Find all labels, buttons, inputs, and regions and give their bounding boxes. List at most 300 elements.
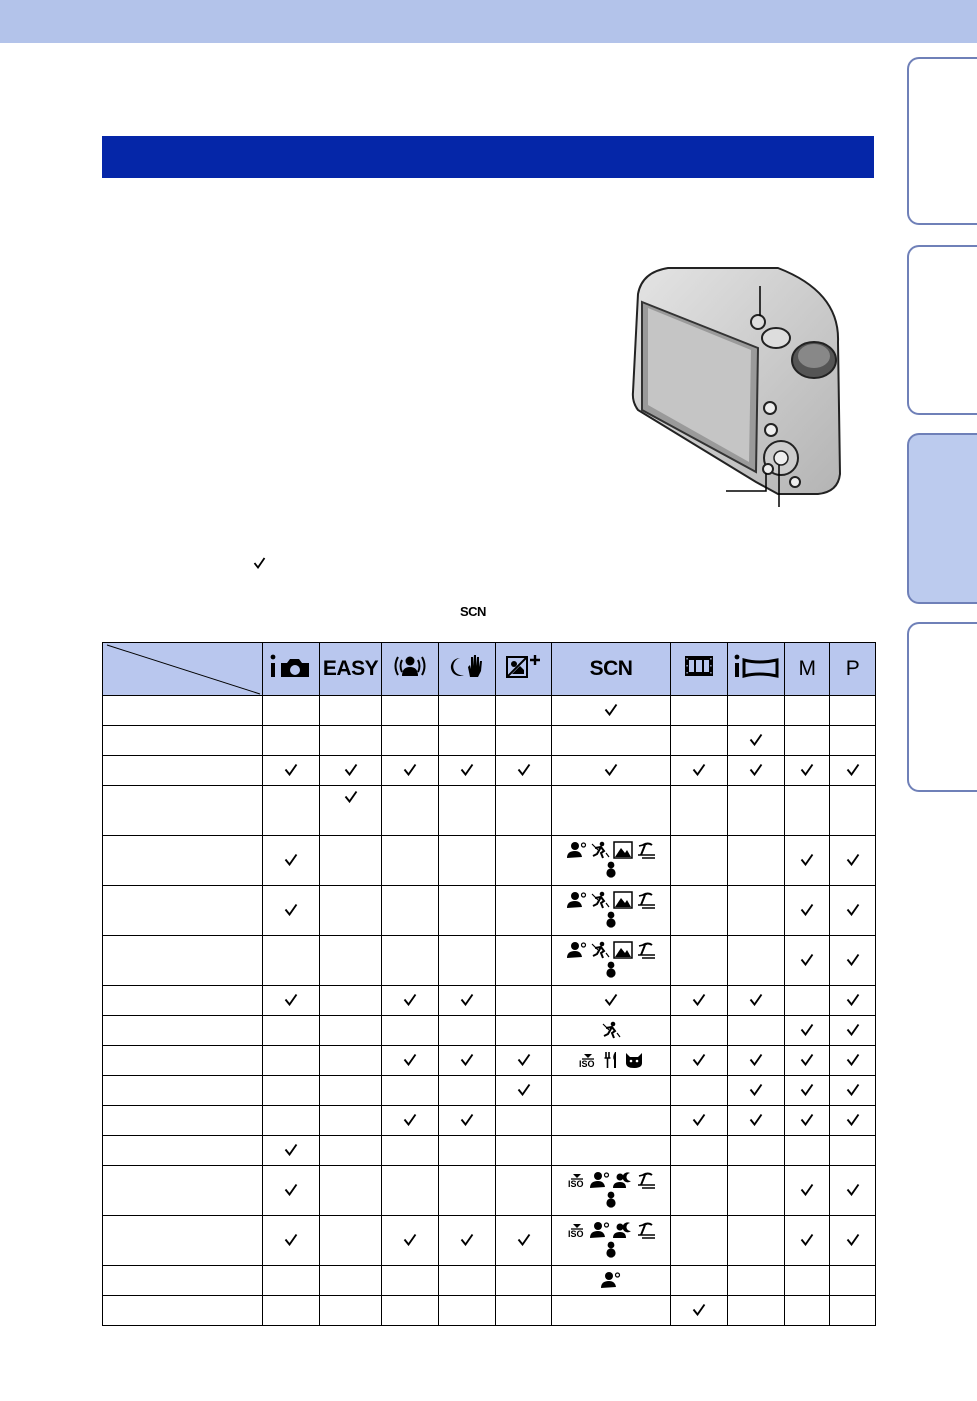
empty-cell (263, 936, 320, 986)
landscape-icon (613, 891, 633, 909)
backlight-icon (504, 652, 544, 686)
row-label-cell (103, 1016, 263, 1046)
check-cell (830, 986, 876, 1016)
check-icon (517, 763, 531, 779)
beach-icon (636, 891, 656, 909)
empty-cell (263, 786, 320, 836)
empty-cell (496, 836, 552, 886)
check-icon (284, 903, 298, 919)
check-cell (785, 756, 830, 786)
empty-cell (382, 886, 439, 936)
nav-tab-2[interactable] (907, 245, 977, 415)
empty-cell (382, 836, 439, 886)
empty-cell (382, 1166, 439, 1216)
empty-cell (263, 1076, 320, 1106)
empty-cell (320, 886, 382, 936)
empty-cell (382, 936, 439, 986)
check-icon (846, 993, 860, 1009)
check-cell (439, 756, 496, 786)
check-cell (439, 1216, 496, 1266)
check-cell (830, 1076, 876, 1106)
mode-header-label: M (798, 657, 816, 680)
portrait-icon (601, 1271, 621, 1289)
empty-cell (496, 1166, 552, 1216)
empty-cell (496, 986, 552, 1016)
row-label-cell (103, 936, 263, 986)
check-icon (846, 903, 860, 919)
empty-cell (382, 726, 439, 756)
check-cell (382, 1106, 439, 1136)
empty-cell (728, 1136, 785, 1166)
empty-cell (552, 1076, 671, 1106)
empty-cell (496, 696, 552, 726)
empty-cell (496, 1016, 552, 1046)
check-icon (517, 1053, 531, 1069)
row-label-cell (103, 1136, 263, 1166)
check-icon (800, 953, 814, 969)
empty-cell (496, 1106, 552, 1136)
svg-text:ISO: ISO (567, 1179, 584, 1189)
scene-mode-icons (567, 1170, 656, 1209)
check-icon (284, 1233, 298, 1249)
check-icon (800, 1113, 814, 1129)
table-row (103, 1076, 876, 1106)
check-icon (846, 763, 860, 779)
empty-cell (496, 786, 552, 836)
empty-cell (728, 886, 785, 936)
empty-cell (728, 696, 785, 726)
check-icon (403, 1233, 417, 1249)
check-icon (749, 733, 763, 749)
table-row (103, 726, 876, 756)
check-icon (749, 993, 763, 1009)
empty-cell (671, 936, 728, 986)
check-icon (460, 993, 474, 1009)
empty-cell (671, 1166, 728, 1216)
panorama-icon (733, 653, 779, 685)
empty-cell (263, 1106, 320, 1136)
check-cell (728, 726, 785, 756)
check-cell (830, 936, 876, 986)
section-title-bar (102, 136, 874, 178)
check-cell (263, 1136, 320, 1166)
empty-cell (320, 936, 382, 986)
check-icon (749, 1083, 763, 1099)
check-cell (671, 756, 728, 786)
empty-cell (785, 986, 830, 1016)
check-cell (263, 1216, 320, 1266)
empty-cell (439, 696, 496, 726)
empty-cell (552, 786, 671, 836)
check-icon (846, 953, 860, 969)
empty-cell (320, 1106, 382, 1136)
scene-icons-cell (552, 936, 671, 986)
row-label-cell (103, 1166, 263, 1216)
food-icon (601, 1051, 621, 1069)
empty-cell (439, 726, 496, 756)
check-cell (320, 786, 382, 836)
table-corner-cell (103, 643, 263, 696)
empty-cell (320, 1166, 382, 1216)
table-row (103, 1216, 876, 1266)
check-icon (692, 993, 706, 1009)
empty-cell (320, 836, 382, 886)
table-row (103, 1266, 876, 1296)
empty-cell (728, 836, 785, 886)
sports-icon (590, 891, 610, 909)
check-cell (263, 836, 320, 886)
row-label-cell (103, 696, 263, 726)
check-cell (320, 756, 382, 786)
scene-mode-icons (601, 1020, 621, 1040)
row-label-cell (103, 1106, 263, 1136)
mode-header-label: EASY (322, 657, 379, 680)
check-icon (800, 1233, 814, 1249)
film-icon (682, 653, 716, 685)
check-cell (785, 1016, 830, 1046)
check-icon (800, 1053, 814, 1069)
empty-cell (785, 1136, 830, 1166)
empty-cell (320, 1016, 382, 1046)
mode-header-backlight-hdr (496, 643, 552, 696)
header-bar (0, 0, 977, 43)
check-icon (692, 1303, 706, 1319)
row-label-cell (103, 1046, 263, 1076)
empty-cell (382, 786, 439, 836)
check-cell (728, 1106, 785, 1136)
beach-icon (636, 1171, 656, 1189)
check-cell (728, 1076, 785, 1106)
nav-tab-1[interactable] (907, 57, 977, 225)
empty-cell (496, 886, 552, 936)
empty-cell (320, 986, 382, 1016)
check-cell (830, 886, 876, 936)
empty-cell (263, 1266, 320, 1296)
empty-cell (320, 726, 382, 756)
check-icon (284, 763, 298, 779)
check-icon (692, 763, 706, 779)
check-cell (263, 1166, 320, 1216)
check-icon (800, 1023, 814, 1039)
row-label-cell (103, 726, 263, 756)
mode-header-manual (785, 643, 830, 696)
check-cell (671, 1106, 728, 1136)
snow-icon (601, 960, 621, 978)
empty-cell (785, 726, 830, 756)
sports-icon (590, 841, 610, 859)
scene-icons-cell (552, 1266, 671, 1296)
check-cell (552, 986, 671, 1016)
check-cell (671, 1046, 728, 1076)
beach-icon (636, 841, 656, 859)
check-icon (460, 1233, 474, 1249)
scn-note-label: SCN (460, 604, 486, 619)
check-cell (496, 1216, 552, 1266)
empty-cell (671, 1016, 728, 1046)
empty-cell (263, 1296, 320, 1326)
night-portrait-icon (613, 1221, 633, 1239)
empty-cell (320, 1296, 382, 1326)
check-icon (403, 1113, 417, 1129)
check-cell (496, 756, 552, 786)
nav-tab-3-active[interactable] (907, 433, 977, 604)
table-row (103, 886, 876, 936)
sports-icon (590, 941, 610, 959)
empty-cell (439, 936, 496, 986)
table-row (103, 1136, 876, 1166)
mode-header-movie (671, 643, 728, 696)
empty-cell (785, 1266, 830, 1296)
landscape-icon (613, 841, 633, 859)
empty-cell (496, 726, 552, 756)
check-icon (284, 1143, 298, 1159)
empty-cell (320, 1136, 382, 1166)
empty-cell (263, 696, 320, 726)
empty-cell (263, 1046, 320, 1076)
table-row (103, 836, 876, 886)
sports-icon (601, 1021, 621, 1039)
check-icon (284, 993, 298, 1009)
iso-icon (567, 1171, 587, 1189)
check-icon (846, 1233, 860, 1249)
scene-mode-icons (567, 840, 656, 879)
row-label-cell (103, 836, 263, 886)
check-icon (403, 1053, 417, 1069)
check-cell (785, 1106, 830, 1136)
table-row (103, 1296, 876, 1326)
table-row (103, 786, 876, 836)
check-cell (830, 1216, 876, 1266)
empty-cell (671, 726, 728, 756)
empty-cell (439, 786, 496, 836)
check-cell (439, 1106, 496, 1136)
row-label-cell (103, 986, 263, 1016)
check-cell (785, 1046, 830, 1076)
portrait-icon (567, 941, 587, 959)
empty-cell (320, 1046, 382, 1076)
check-cell (830, 1106, 876, 1136)
empty-cell (496, 936, 552, 986)
table-row (103, 986, 876, 1016)
mode-header-sweep-panorama (728, 643, 785, 696)
check-icon (284, 853, 298, 869)
night-portrait-icon (613, 1171, 633, 1189)
snow-icon (601, 1240, 621, 1258)
empty-cell (552, 1136, 671, 1166)
check-cell (263, 756, 320, 786)
empty-cell (382, 696, 439, 726)
empty-cell (728, 1266, 785, 1296)
check-icon (846, 1113, 860, 1129)
empty-cell (785, 1296, 830, 1326)
empty-cell (320, 1076, 382, 1106)
check-cell (382, 986, 439, 1016)
empty-cell (728, 786, 785, 836)
empty-cell (671, 1136, 728, 1166)
portrait-icon (590, 1221, 610, 1239)
scene-mode-icons (601, 1270, 621, 1290)
check-icon (344, 763, 358, 779)
landscape-icon (613, 941, 633, 959)
empty-cell (320, 696, 382, 726)
row-label-cell (103, 886, 263, 936)
check-icon (403, 763, 417, 779)
mode-header-label: SCN (589, 657, 633, 680)
table-header-row (103, 643, 876, 696)
mode-header-hand-held-twilight (439, 643, 496, 696)
check-cell (382, 756, 439, 786)
check-icon (846, 1023, 860, 1039)
empty-cell (671, 1216, 728, 1266)
row-label-cell (103, 756, 263, 786)
check-cell (439, 1046, 496, 1076)
mode-header-scene (552, 643, 671, 696)
scene-icons-cell (552, 1046, 671, 1076)
nav-tab-4[interactable] (907, 622, 977, 792)
check-cell (382, 1046, 439, 1076)
snow-icon (601, 1190, 621, 1208)
mode-header-program (830, 643, 876, 696)
check-cell (552, 756, 671, 786)
empty-cell (496, 1266, 552, 1296)
empty-cell (671, 696, 728, 726)
empty-cell (728, 1166, 785, 1216)
scene-icons-cell (552, 886, 671, 936)
check-icon (846, 853, 860, 869)
check-icon (800, 1183, 814, 1199)
check-cell (830, 1166, 876, 1216)
scene-icons-cell (552, 1016, 671, 1046)
beach-icon (636, 1221, 656, 1239)
function-availability-table (102, 642, 876, 1326)
check-icon (284, 1183, 298, 1199)
check-cell (496, 1046, 552, 1076)
empty-cell (785, 696, 830, 726)
empty-cell (382, 1136, 439, 1166)
check-icon (846, 1053, 860, 1069)
row-label-cell (103, 786, 263, 836)
mode-header-anti-blur (382, 643, 439, 696)
row-label-cell (103, 1216, 263, 1266)
check-cell (785, 1076, 830, 1106)
check-cell (728, 1046, 785, 1076)
check-icon (253, 557, 266, 569)
empty-cell (830, 1296, 876, 1326)
mode-header-easy (320, 643, 382, 696)
snow-icon (601, 860, 621, 878)
svg-text:ISO: ISO (567, 1229, 584, 1239)
empty-cell (671, 836, 728, 886)
check-icon (692, 1053, 706, 1069)
empty-cell (728, 1216, 785, 1266)
table-row (103, 936, 876, 986)
moon-hand-icon (448, 653, 486, 685)
empty-cell (728, 936, 785, 986)
check-icon (749, 763, 763, 779)
row-label-cell (103, 1296, 263, 1326)
check-icon (460, 763, 474, 779)
portrait-icon (590, 1171, 610, 1189)
check-cell (728, 986, 785, 1016)
check-icon (604, 703, 618, 719)
check-icon (344, 790, 358, 806)
empty-cell (320, 1266, 382, 1296)
iso-icon (567, 1221, 587, 1239)
empty-cell (552, 726, 671, 756)
check-cell (785, 1216, 830, 1266)
empty-cell (439, 1296, 496, 1326)
mode-header-label: P (845, 657, 860, 680)
empty-cell (728, 1016, 785, 1046)
empty-cell (671, 1076, 728, 1106)
beach-icon (636, 941, 656, 959)
pet-icon (624, 1051, 644, 1069)
check-icon (692, 1113, 706, 1129)
check-icon (403, 993, 417, 1009)
empty-cell (785, 786, 830, 836)
row-label-cell (103, 1076, 263, 1106)
empty-cell (728, 1296, 785, 1326)
check-icon (800, 853, 814, 869)
check-icon (517, 1233, 531, 1249)
scene-icons-cell (552, 1216, 671, 1266)
check-icon (604, 763, 618, 779)
empty-cell (439, 1136, 496, 1166)
check-cell (830, 1046, 876, 1076)
table-row (103, 1016, 876, 1046)
table-row (103, 756, 876, 786)
empty-cell (496, 1136, 552, 1166)
empty-cell (439, 1016, 496, 1046)
row-label-cell (103, 1266, 263, 1296)
empty-cell (496, 1296, 552, 1326)
check-cell (830, 1016, 876, 1046)
empty-cell (671, 786, 728, 836)
empty-cell (320, 1216, 382, 1266)
portrait-icon (567, 841, 587, 859)
scene-icons-cell (552, 836, 671, 886)
empty-cell (382, 1266, 439, 1296)
check-cell (785, 936, 830, 986)
check-cell (496, 1076, 552, 1106)
check-cell (552, 696, 671, 726)
empty-cell (439, 1166, 496, 1216)
iso-icon (578, 1051, 598, 1069)
empty-cell (382, 1016, 439, 1046)
table-row (103, 1166, 876, 1216)
check-icon (517, 1083, 531, 1099)
check-icon (749, 1053, 763, 1069)
check-icon (846, 1183, 860, 1199)
empty-cell (382, 1296, 439, 1326)
table-row (103, 1046, 876, 1076)
check-cell (263, 986, 320, 1016)
empty-cell (552, 1296, 671, 1326)
empty-cell (439, 836, 496, 886)
scene-mode-icons (567, 940, 656, 979)
check-icon (749, 1113, 763, 1129)
table-row (103, 696, 876, 726)
mode-header-intelligent-auto (263, 643, 320, 696)
empty-cell (830, 696, 876, 726)
check-cell (785, 886, 830, 936)
empty-cell (830, 726, 876, 756)
snow-icon (601, 910, 621, 928)
scene-icons-cell (552, 1166, 671, 1216)
check-icon (846, 1083, 860, 1099)
check-cell (382, 1216, 439, 1266)
check-icon (800, 1083, 814, 1099)
